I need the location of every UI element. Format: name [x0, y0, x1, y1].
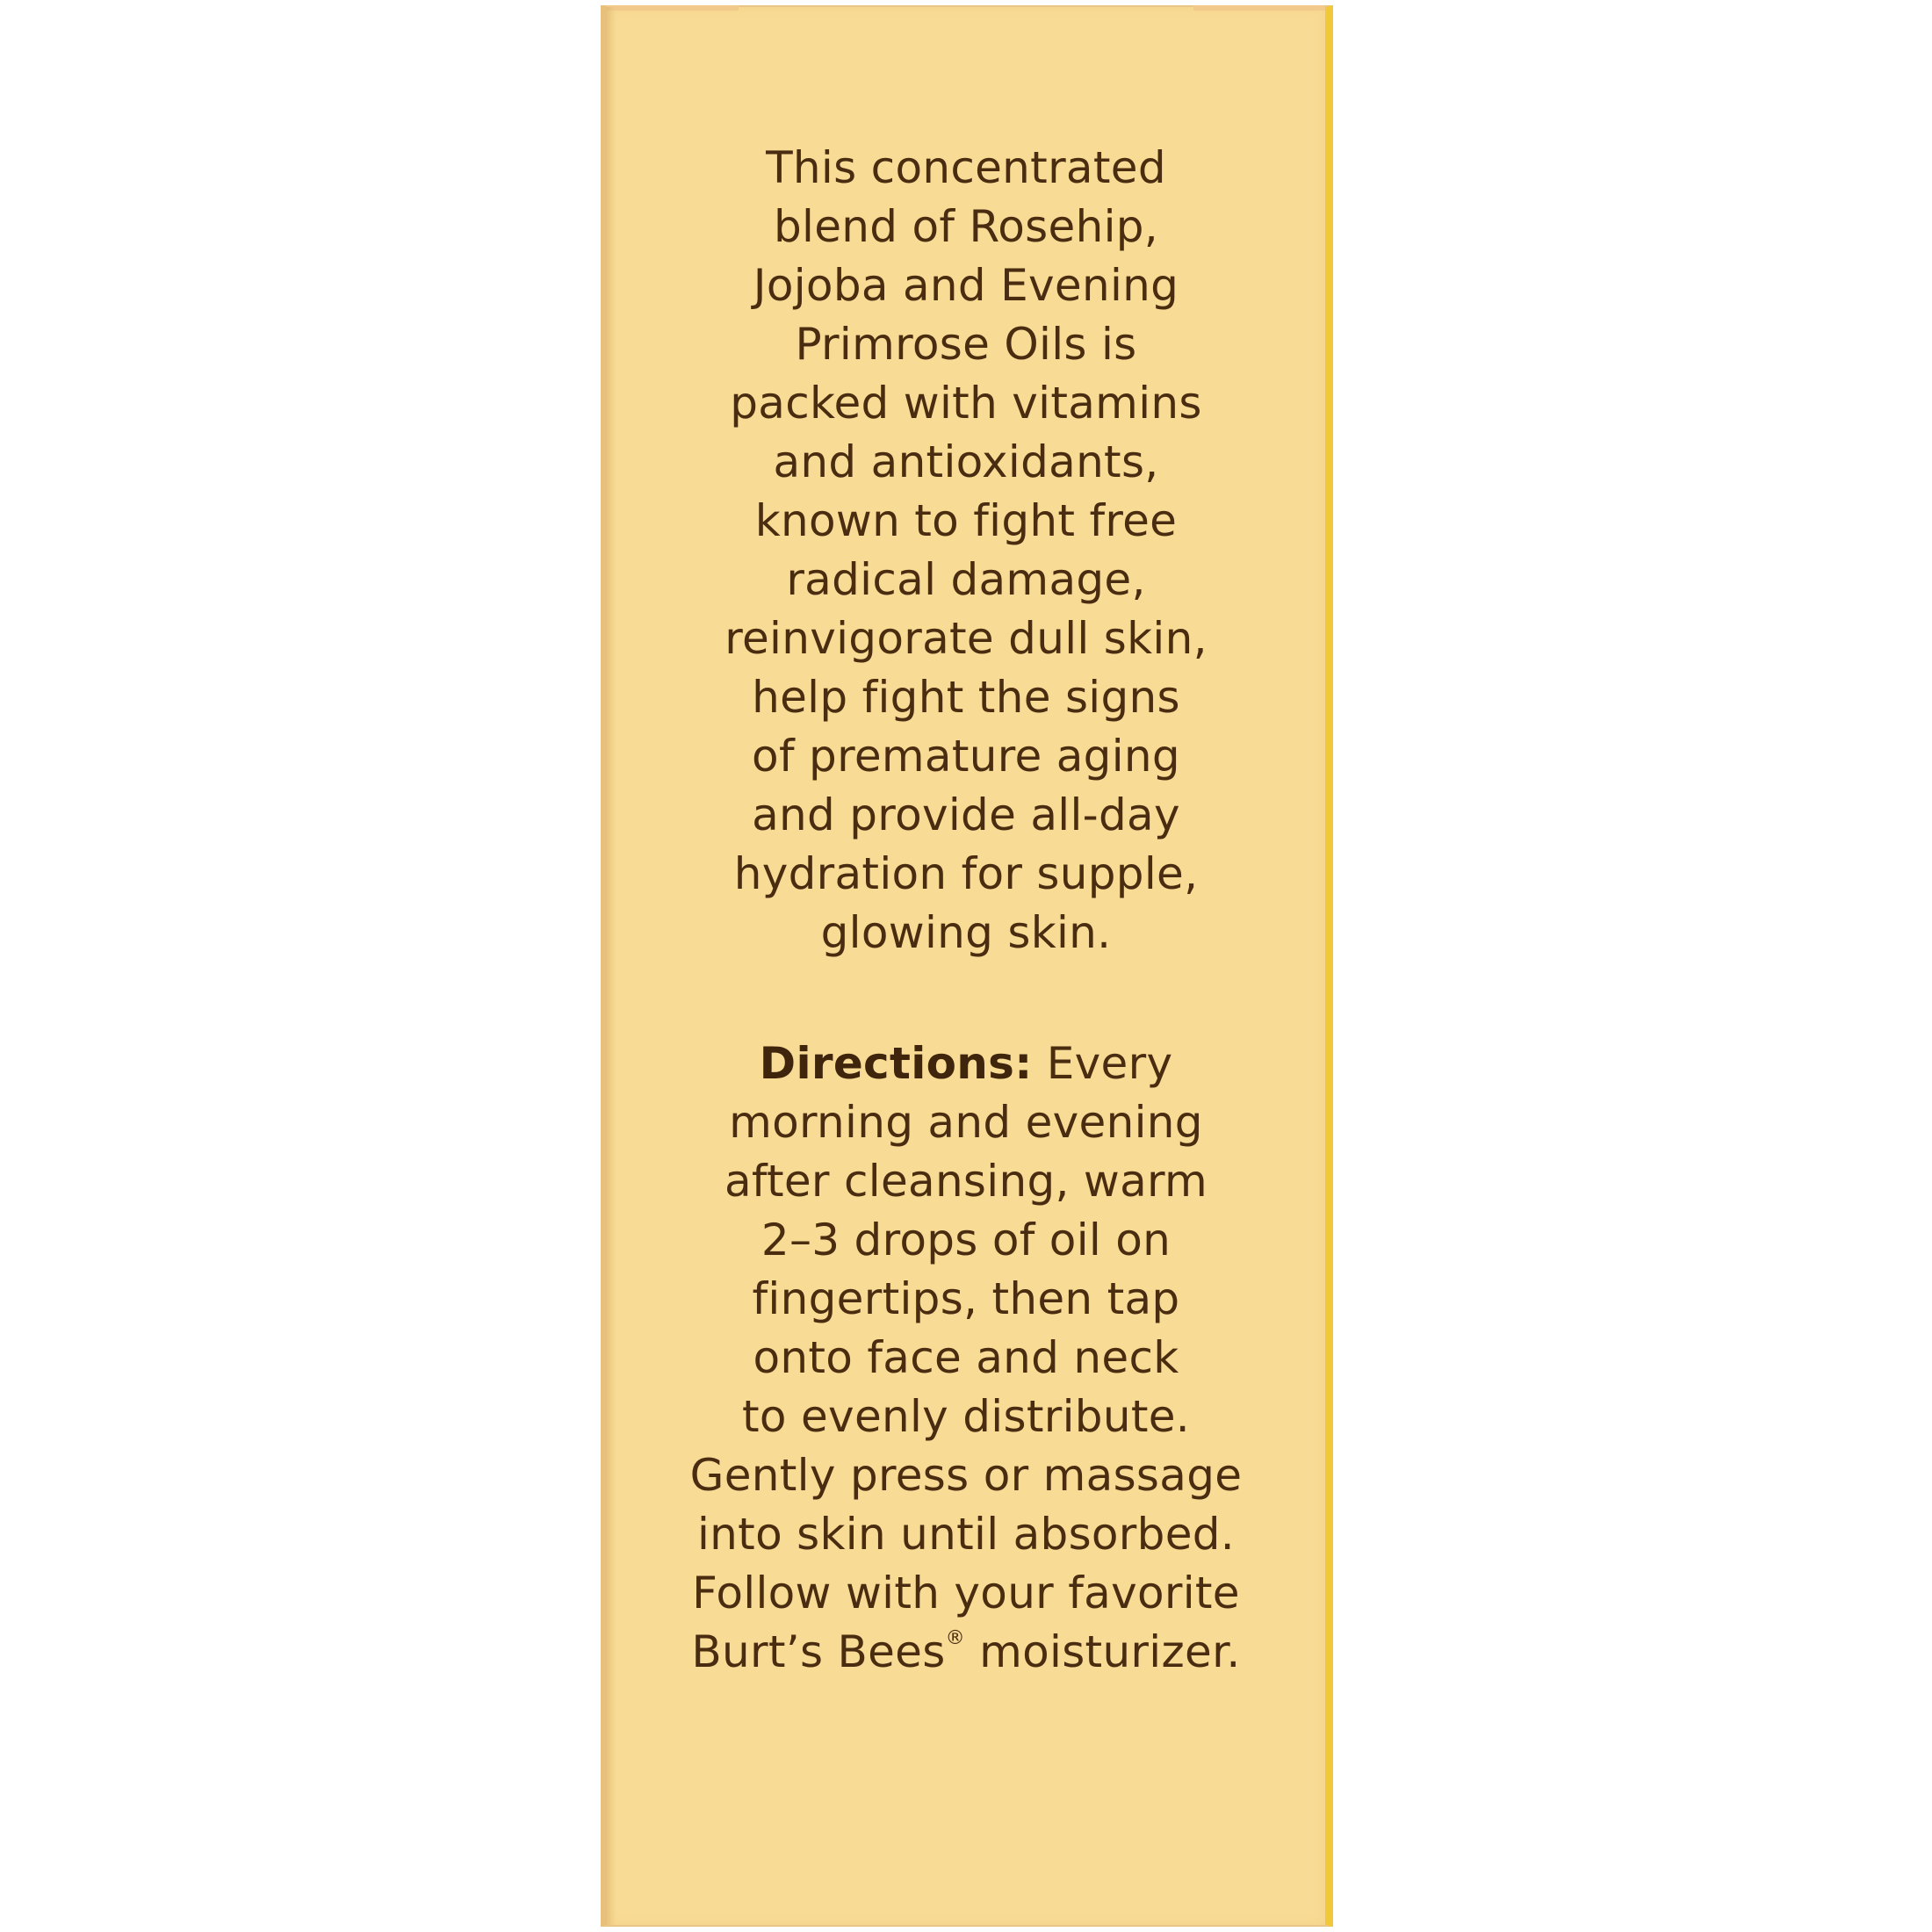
description-line: Primrose Oils is [795, 319, 1137, 370]
directions-line: fingertips, then tap [752, 1273, 1180, 1324]
description-line: blend of Rosehip, [773, 201, 1158, 252]
directions-first-line-text: Every [1032, 1038, 1173, 1089]
description-line: help fight the signs [752, 672, 1180, 723]
description-line: hydration for supple, [733, 848, 1199, 899]
brand-name: Burt’s Bees [691, 1626, 946, 1677]
description-line: radical damage, [786, 554, 1146, 605]
directions-line: 2–3 drops of oil on [761, 1215, 1171, 1265]
directions-line: onto face and neck [753, 1332, 1179, 1383]
directions-heading: Directions: [759, 1038, 1033, 1089]
product-description [607, 139, 1325, 962]
description-line: This concentrated [766, 142, 1166, 193]
directions-line: Follow with your favorite [692, 1568, 1240, 1618]
directions-line: morning and evening [729, 1097, 1203, 1148]
description-line: of premature aging [752, 731, 1180, 782]
directions-line: into skin until absorbed. [696, 1509, 1236, 1560]
directions-last-line-text: moisturizer. [964, 1626, 1241, 1677]
directions-section [607, 1034, 1325, 1682]
description-line: and antioxidants, [773, 436, 1159, 487]
description-line: known to fight free [754, 495, 1178, 546]
registered-mark: ® [945, 1627, 965, 1649]
directions-line: to evenly distribute. [742, 1391, 1190, 1442]
directions-line: Gently press or massage [689, 1450, 1243, 1501]
directions-first-line [607, 1034, 1325, 1093]
description-line: packed with vitamins [730, 378, 1202, 429]
description-line: and provide all-day [752, 789, 1180, 840]
directions-last-line [607, 1623, 1325, 1682]
product-box-side-panel [601, 5, 1333, 1927]
directions-line: after cleansing, warm [724, 1156, 1208, 1207]
description-line: reinvigorate dull skin, [724, 613, 1208, 664]
description-line: Jojoba and Evening [753, 260, 1179, 311]
description-line: glowing skin. [820, 907, 1112, 958]
